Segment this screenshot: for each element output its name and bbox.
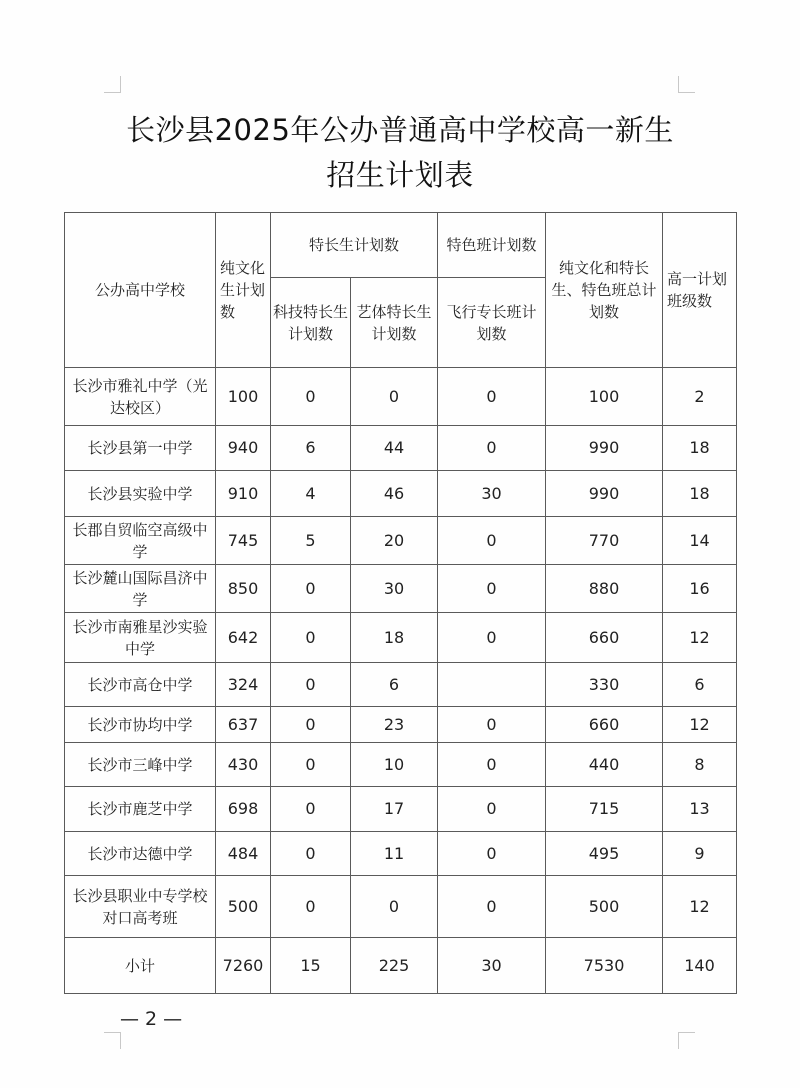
cell-arts: 20 — [351, 517, 438, 565]
cell-subtotal-label: 小计 — [65, 938, 216, 994]
cell-total: 495 — [546, 832, 663, 876]
header-flight-class: 飞行专长班计划数 — [438, 278, 546, 368]
cell-pure: 698 — [216, 787, 271, 832]
table-row — [65, 663, 737, 707]
cell-pure: 940 — [216, 426, 271, 471]
cell-classes: 6 — [663, 663, 737, 707]
cell-pure: 100 — [216, 368, 271, 426]
cell-tech: 0 — [271, 832, 351, 876]
crop-mark-top-right — [678, 76, 695, 93]
header-feature-class-group: 特色班计划数 — [438, 213, 546, 278]
table-row — [65, 517, 737, 565]
cell-classes: 14 — [663, 517, 737, 565]
enrollment-plan-table — [64, 212, 737, 994]
cell-school: 长沙市达德中学 — [65, 832, 216, 876]
cell-classes: 13 — [663, 787, 737, 832]
crop-mark-top-left — [104, 76, 121, 93]
cell-flight: 0 — [438, 707, 546, 743]
cell-subtotal-arts: 225 — [351, 938, 438, 994]
cell-classes: 12 — [663, 613, 737, 663]
cell-tech: 5 — [271, 517, 351, 565]
table-row — [65, 876, 737, 938]
header-total: 纯文化和特长生、特色班总计划数 — [546, 213, 663, 368]
cell-total: 660 — [546, 707, 663, 743]
cell-school: 长郡自贸临空高级中学 — [65, 517, 216, 565]
cell-arts: 46 — [351, 471, 438, 517]
cell-arts: 11 — [351, 832, 438, 876]
cell-pure: 850 — [216, 565, 271, 613]
page-number: — 2 — — [120, 1008, 183, 1030]
cell-flight: 0 — [438, 876, 546, 938]
cell-tech: 0 — [271, 787, 351, 832]
cell-school: 长沙市三峰中学 — [65, 743, 216, 787]
subtotal-row — [65, 938, 737, 994]
header-arts-sports-specialty: 艺体特长生计划数 — [351, 278, 438, 368]
table-row — [65, 426, 737, 471]
cell-total: 440 — [546, 743, 663, 787]
cell-school: 长沙市鹿芝中学 — [65, 787, 216, 832]
table-row — [65, 743, 737, 787]
cell-tech: 6 — [271, 426, 351, 471]
cell-subtotal-tech: 15 — [271, 938, 351, 994]
cell-arts: 18 — [351, 613, 438, 663]
document-title-line2: 招生计划表 — [326, 158, 474, 192]
cell-arts: 17 — [351, 787, 438, 832]
header-tech-specialty: 科技特长生计划数 — [271, 278, 351, 368]
table-row — [65, 471, 737, 517]
cell-tech: 0 — [271, 565, 351, 613]
cell-total: 715 — [546, 787, 663, 832]
cell-total: 660 — [546, 613, 663, 663]
cell-pure: 324 — [216, 663, 271, 707]
cell-flight: 0 — [438, 426, 546, 471]
cell-flight: 0 — [438, 517, 546, 565]
table-row — [65, 832, 737, 876]
cell-subtotal-pure: 7260 — [216, 938, 271, 994]
cell-total: 880 — [546, 565, 663, 613]
cell-school: 长沙县第一中学 — [65, 426, 216, 471]
cell-pure: 745 — [216, 517, 271, 565]
cell-arts: 6 — [351, 663, 438, 707]
cell-tech: 0 — [271, 613, 351, 663]
cell-pure: 642 — [216, 613, 271, 663]
cell-arts: 0 — [351, 368, 438, 426]
cell-subtotal-classes: 140 — [663, 938, 737, 994]
cell-tech: 4 — [271, 471, 351, 517]
cell-arts: 44 — [351, 426, 438, 471]
table-row — [65, 787, 737, 832]
cell-total: 770 — [546, 517, 663, 565]
crop-mark-bottom-left — [104, 1032, 121, 1049]
cell-classes: 18 — [663, 426, 737, 471]
cell-school: 长沙市南雅星沙实验中学 — [65, 613, 216, 663]
cell-subtotal-total: 7530 — [546, 938, 663, 994]
cell-arts: 30 — [351, 565, 438, 613]
cell-flight: 0 — [438, 613, 546, 663]
cell-school: 长沙麓山国际昌济中学 — [65, 565, 216, 613]
cell-flight: 0 — [438, 787, 546, 832]
cell-tech: 0 — [271, 876, 351, 938]
table-row — [65, 707, 737, 743]
header-specialty-group: 特长生计划数 — [271, 213, 438, 278]
cell-pure: 910 — [216, 471, 271, 517]
cell-school: 长沙市协均中学 — [65, 707, 216, 743]
table-row — [65, 368, 737, 426]
cell-classes: 12 — [663, 876, 737, 938]
cell-school: 长沙县职业中专学校对口高考班 — [65, 876, 216, 938]
cell-flight: 0 — [438, 743, 546, 787]
cell-arts: 0 — [351, 876, 438, 938]
cell-pure: 637 — [216, 707, 271, 743]
header-classes: 高一计划班级数 — [663, 213, 737, 368]
cell-total: 100 — [546, 368, 663, 426]
cell-classes: 8 — [663, 743, 737, 787]
cell-pure: 500 — [216, 876, 271, 938]
cell-flight: 0 — [438, 832, 546, 876]
cell-tech: 0 — [271, 743, 351, 787]
cell-tech: 0 — [271, 707, 351, 743]
cell-tech: 0 — [271, 368, 351, 426]
cell-school: 长沙市高仓中学 — [65, 663, 216, 707]
cell-total: 990 — [546, 426, 663, 471]
cell-school: 长沙市雅礼中学（光达校区） — [65, 368, 216, 426]
cell-pure: 484 — [216, 832, 271, 876]
cell-tech: 0 — [271, 663, 351, 707]
header-pure-culture: 纯文化生计划数 — [216, 213, 271, 368]
cell-flight: 30 — [438, 471, 546, 517]
cell-classes: 2 — [663, 368, 737, 426]
cell-arts: 10 — [351, 743, 438, 787]
cell-subtotal-flight: 30 — [438, 938, 546, 994]
cell-school: 长沙县实验中学 — [65, 471, 216, 517]
cell-pure: 430 — [216, 743, 271, 787]
cell-classes: 18 — [663, 471, 737, 517]
cell-flight: 0 — [438, 368, 546, 426]
cell-total: 990 — [546, 471, 663, 517]
cell-classes: 9 — [663, 832, 737, 876]
cell-classes: 12 — [663, 707, 737, 743]
cell-total: 500 — [546, 876, 663, 938]
cell-arts: 23 — [351, 707, 438, 743]
cell-total: 330 — [546, 663, 663, 707]
header-school: 公办高中学校 — [65, 213, 216, 368]
document-title-line1: 长沙县2025年公办普通高中学校高一新生 — [126, 113, 674, 147]
table-row — [65, 565, 737, 613]
crop-mark-bottom-right — [678, 1032, 695, 1049]
cell-flight: 0 — [438, 565, 546, 613]
cell-classes: 16 — [663, 565, 737, 613]
table-row — [65, 613, 737, 663]
cell-flight — [438, 663, 546, 707]
